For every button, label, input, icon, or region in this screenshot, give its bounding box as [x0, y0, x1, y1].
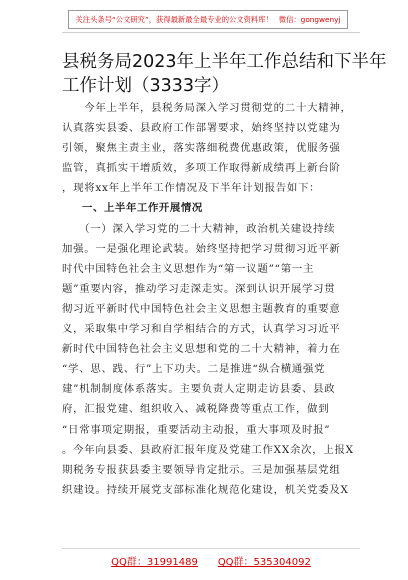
paragraph-line: ，现将xx年上半年工作情况及下半年计划报告如下：	[62, 182, 321, 195]
paragraph-line: 加强。一是强化理论武装。始终坚持把学习贯彻习近平新	[62, 242, 341, 255]
document-title	[62, 50, 387, 98]
paragraph-line: 彻习近平新时代中国特色社会主义思想主题教育的重要意	[62, 302, 341, 315]
paragraph-line: 认真落实县委、县政府工作部署要求，始终坚持以党建为	[62, 122, 341, 135]
paragraph-line: 监管，真抓实干增质效，多项工作取得新成绩再上新台阶	[62, 162, 341, 175]
title-line-1: 县税务局2023年上半年工作总结和下半年	[62, 52, 387, 72]
qq-group-2: QQ群：535304092	[217, 557, 311, 568]
banner-text: 关注头条号“公文研究”，获得最新最全最专业的公文资料库！	[75, 15, 273, 24]
document-body	[62, 98, 360, 500]
header-divider	[62, 32, 360, 33]
paragraph-line: “日常事项定期报，重要活动主动报，重大事项及时报”	[62, 423, 331, 436]
section-heading: 一、上半年工作开展情况	[82, 202, 203, 215]
paragraph-line: 织建设。持续开展党支部标准化规范化建设，机关党委及X	[62, 483, 349, 496]
paragraph-line: 时代中国特色社会主义思想作为“第一议题”“第一主	[62, 262, 315, 275]
paragraph-line: （一）深入学习党的二十大精神，政治机关建设持续	[62, 222, 336, 235]
paragraph-line: 期税务专报获县委主要领导肯定批示。三是加强基层党组	[62, 463, 341, 476]
paragraph-line: 今年上半年，县税务局深入学习贯彻党的二十大精神，	[62, 102, 352, 114]
paragraph-line: 。今年向县委、县政府汇报年度及党建工作XX余次，上报X	[62, 443, 354, 456]
paragraph-line: 题”重要内容，推动学习走深走实。深到认识开展学习贯	[62, 282, 336, 295]
paragraph-line: “学、思、践、行”上下功夫。二是推进“纵合横通强党	[62, 363, 326, 376]
title-line-2: 工作计划（3333字）	[62, 76, 230, 96]
wechat-id: 微信：gongwenyj	[278, 15, 341, 24]
paragraph-line: 府，汇报党建、组织收入、减税降费等重点工作，做到	[62, 403, 330, 416]
paragraph-line: 引领，聚焦主责主业，落实落细税费优惠政策，优服务强	[62, 142, 341, 155]
paragraph-line: 建”机制制度体系落实。主要负责人定期走访县委、县政	[62, 383, 336, 396]
paragraph-line: 义，采取集中学习和自学相结合的方式，认真学习习近平	[62, 323, 341, 336]
footer	[62, 548, 360, 578]
paragraph-line: 新时代中国特色社会主义思想和党的二十大精神，着力在	[62, 343, 341, 356]
qq-group-1: QQ群：31991489	[111, 557, 198, 568]
top-banner	[68, 10, 348, 29]
